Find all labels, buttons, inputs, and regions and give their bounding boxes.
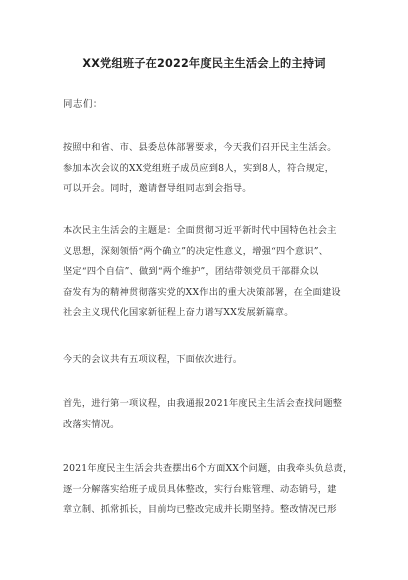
- paragraph-line: 义思想，深刻领悟“两个确立”的决定性意义，增强“四个意识”、: [63, 245, 329, 257]
- paragraph-theme: [63, 221, 353, 324]
- paragraph-first-item: [63, 394, 353, 435]
- paragraph-line: 社会主义现代化国家新征程上奋力谱写XX发展新篇章。: [63, 307, 294, 318]
- paragraph-line: 参加本次会议的XX党组班子成员应到8人，实到8人，符合规定，: [63, 162, 335, 174]
- document-title: XX党组班子在2022年度民主生活会上的主持词: [82, 57, 326, 70]
- paragraph-rectification: [63, 459, 353, 521]
- paragraph-line: 章立制、抓常抓长，目前均已整改完成并长期坚持。整改情况已形: [63, 504, 337, 515]
- paragraph-line: 2021年度民主生活会共查摆出6个方面XX个问题，由我牵头负总责，: [63, 463, 353, 474]
- paragraph-opening: [63, 138, 353, 200]
- paragraph-line: 首先，进行第一项议程，由我通报2021年度民主生活会查找问题整: [63, 398, 343, 409]
- paragraph-line: 今天的会议共有五项议程，下面依次进行。: [63, 354, 243, 365]
- paragraph-line: 坚定“四个自信”、做到“两个维护”，团结带领党员干部群众以: [63, 266, 319, 277]
- paragraph-line: 按照中和省、市、县委总体部署要求，今天我们召开民主生活会。: [63, 142, 337, 153]
- salutation: 同志们：: [63, 99, 103, 110]
- paragraph-agenda: [63, 350, 353, 371]
- paragraph-line: 可以开会。同时，邀请督导组同志到会指导。: [63, 183, 252, 194]
- paragraph-line: 改落实情况。: [63, 418, 120, 430]
- paragraph-line: 逐一分解落实给班子成员具体整改，实行台账管理、动态销号，建: [63, 483, 337, 495]
- paragraph-line: 本次民主生活会的主题是：全面贯彻习近平新时代中国特色社会主: [63, 225, 337, 236]
- paragraph-line: 奋发有为的精神贯彻落实党的XX作出的重大决策部署，在全面建设: [63, 286, 341, 298]
